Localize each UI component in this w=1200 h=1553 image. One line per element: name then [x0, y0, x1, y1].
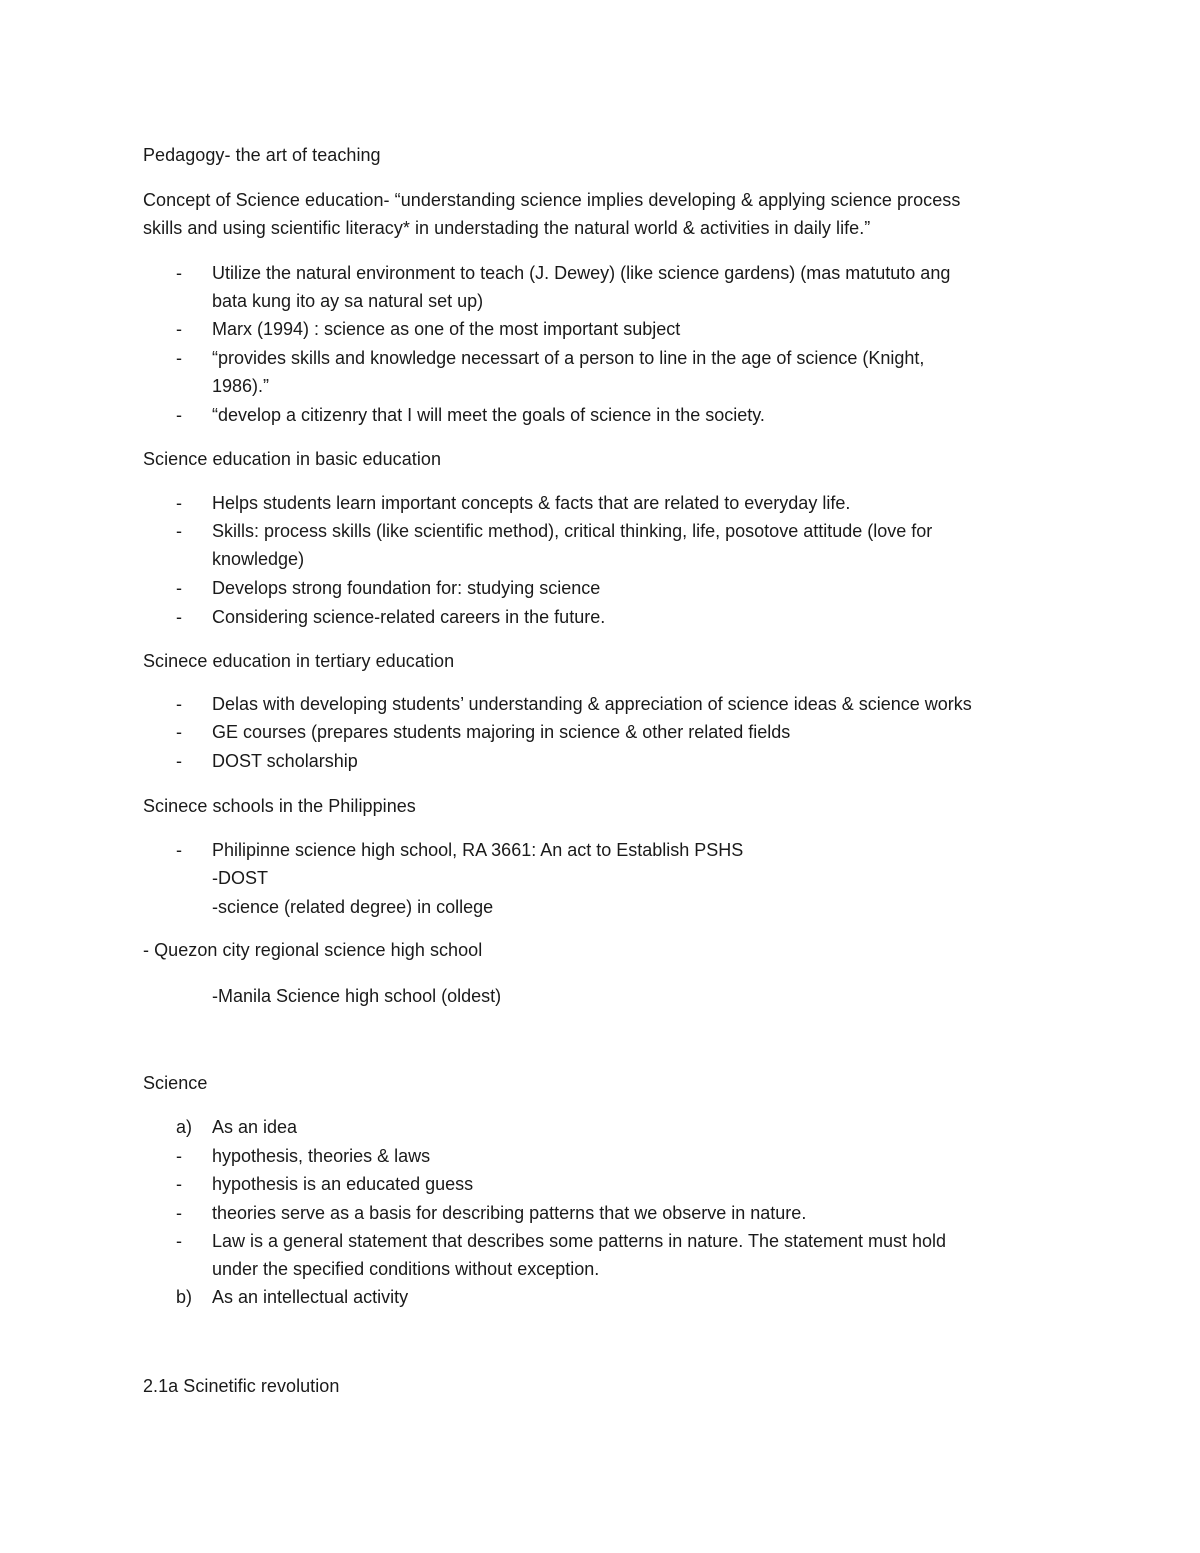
- list-item: Develops strong foundation for: studying science: [212, 578, 601, 598]
- list-item-marker: -: [176, 751, 182, 771]
- list-item: Helps students learn important concepts & facts that are related to everyday life.: [212, 493, 851, 513]
- list-item-marker: -: [176, 1231, 182, 1251]
- list-item: DOST scholarship: [212, 751, 358, 771]
- list-item: hypothesis, theories & laws: [212, 1146, 431, 1166]
- list-item-marker: -: [176, 405, 182, 425]
- list-item: Marx (1994) : science as one of the most important subject: [212, 319, 681, 339]
- list-item: Skills: process skills (like scientific method), critical thinking, life, posotove attitude (love for: [212, 521, 933, 541]
- list-item-marker: -: [176, 607, 182, 627]
- list-item-marker: -: [176, 493, 182, 513]
- paragraph-quezon: - Quezon city regional science high school: [143, 940, 483, 960]
- heading-scientific-revolution: 2.1a Scinetific revolution: [143, 1376, 340, 1396]
- list-item: “provides skills and knowledge necessart of a person to line in the age of science (Knight,: [212, 348, 925, 368]
- list-item: GE courses (prepares students majoring in science & other related fields: [212, 722, 791, 742]
- list-item-continuation: under the specified conditions without exception.: [212, 1259, 600, 1279]
- list-item-continuation: -science (related degree) in college: [212, 897, 494, 917]
- list-item-marker: -: [176, 840, 182, 860]
- list-item: Utilize the natural environment to teach (J. Dewey) (like science gardens) (mas matututo ang: [212, 263, 951, 283]
- list-item-marker: -: [176, 722, 182, 742]
- paragraph-concept-line-1: Concept of Science education- “understanding science implies developing & applying science process: [143, 190, 961, 210]
- list-item-continuation: 1986).”: [212, 376, 270, 396]
- list-item-marker: -: [176, 1146, 182, 1166]
- list-item-marker: -: [176, 348, 182, 368]
- heading-science-schools: Scinece schools in the Philippines: [143, 796, 416, 816]
- list-item: As an idea: [212, 1117, 298, 1137]
- list-item-marker: b): [176, 1287, 193, 1307]
- list-item-marker: -: [176, 1203, 182, 1223]
- heading-tertiary-education: Scinece education in tertiary education: [143, 651, 455, 671]
- heading-pedagogy: Pedagogy- the art of teaching: [143, 145, 381, 165]
- list-item-marker: -: [176, 694, 182, 714]
- list-item-marker: -: [176, 578, 182, 598]
- list-item: “develop a citizenry that I will meet the goals of science in the society.: [212, 405, 765, 425]
- list-item: As an intellectual activity: [212, 1287, 409, 1307]
- list-item: hypothesis is an educated guess: [212, 1174, 474, 1194]
- list-item-marker: -: [176, 1174, 182, 1194]
- list-item-marker: -: [176, 263, 182, 283]
- paragraph-manila: -Manila Science high school (oldest): [212, 986, 502, 1006]
- list-item-marker: -: [176, 319, 182, 339]
- heading-basic-education: Science education in basic education: [143, 449, 441, 469]
- list-item: Delas with developing students’ understanding & appreciation of science ideas & science works: [212, 694, 972, 714]
- heading-science: Science: [143, 1073, 208, 1093]
- list-item-continuation: bata kung ito ay sa natural set up): [212, 291, 484, 311]
- list-item-continuation: knowledge): [212, 549, 305, 569]
- list-item-continuation: -DOST: [212, 868, 268, 888]
- paragraph-concept-line-2: skills and using scientific literacy* in understading the natural world & activities in daily life.”: [143, 218, 871, 238]
- list-item: Law is a general statement that describes some patterns in nature. The statement must hold: [212, 1231, 947, 1251]
- list-item-marker: a): [176, 1117, 193, 1137]
- list-item: Philipinne science high school, RA 3661: An act to Establish PSHS: [212, 840, 744, 860]
- list-item-marker: -: [176, 521, 182, 541]
- list-item: theories serve as a basis for describing patterns that we observe in nature.: [212, 1203, 807, 1223]
- list-item: Considering science-related careers in the future.: [212, 607, 606, 627]
